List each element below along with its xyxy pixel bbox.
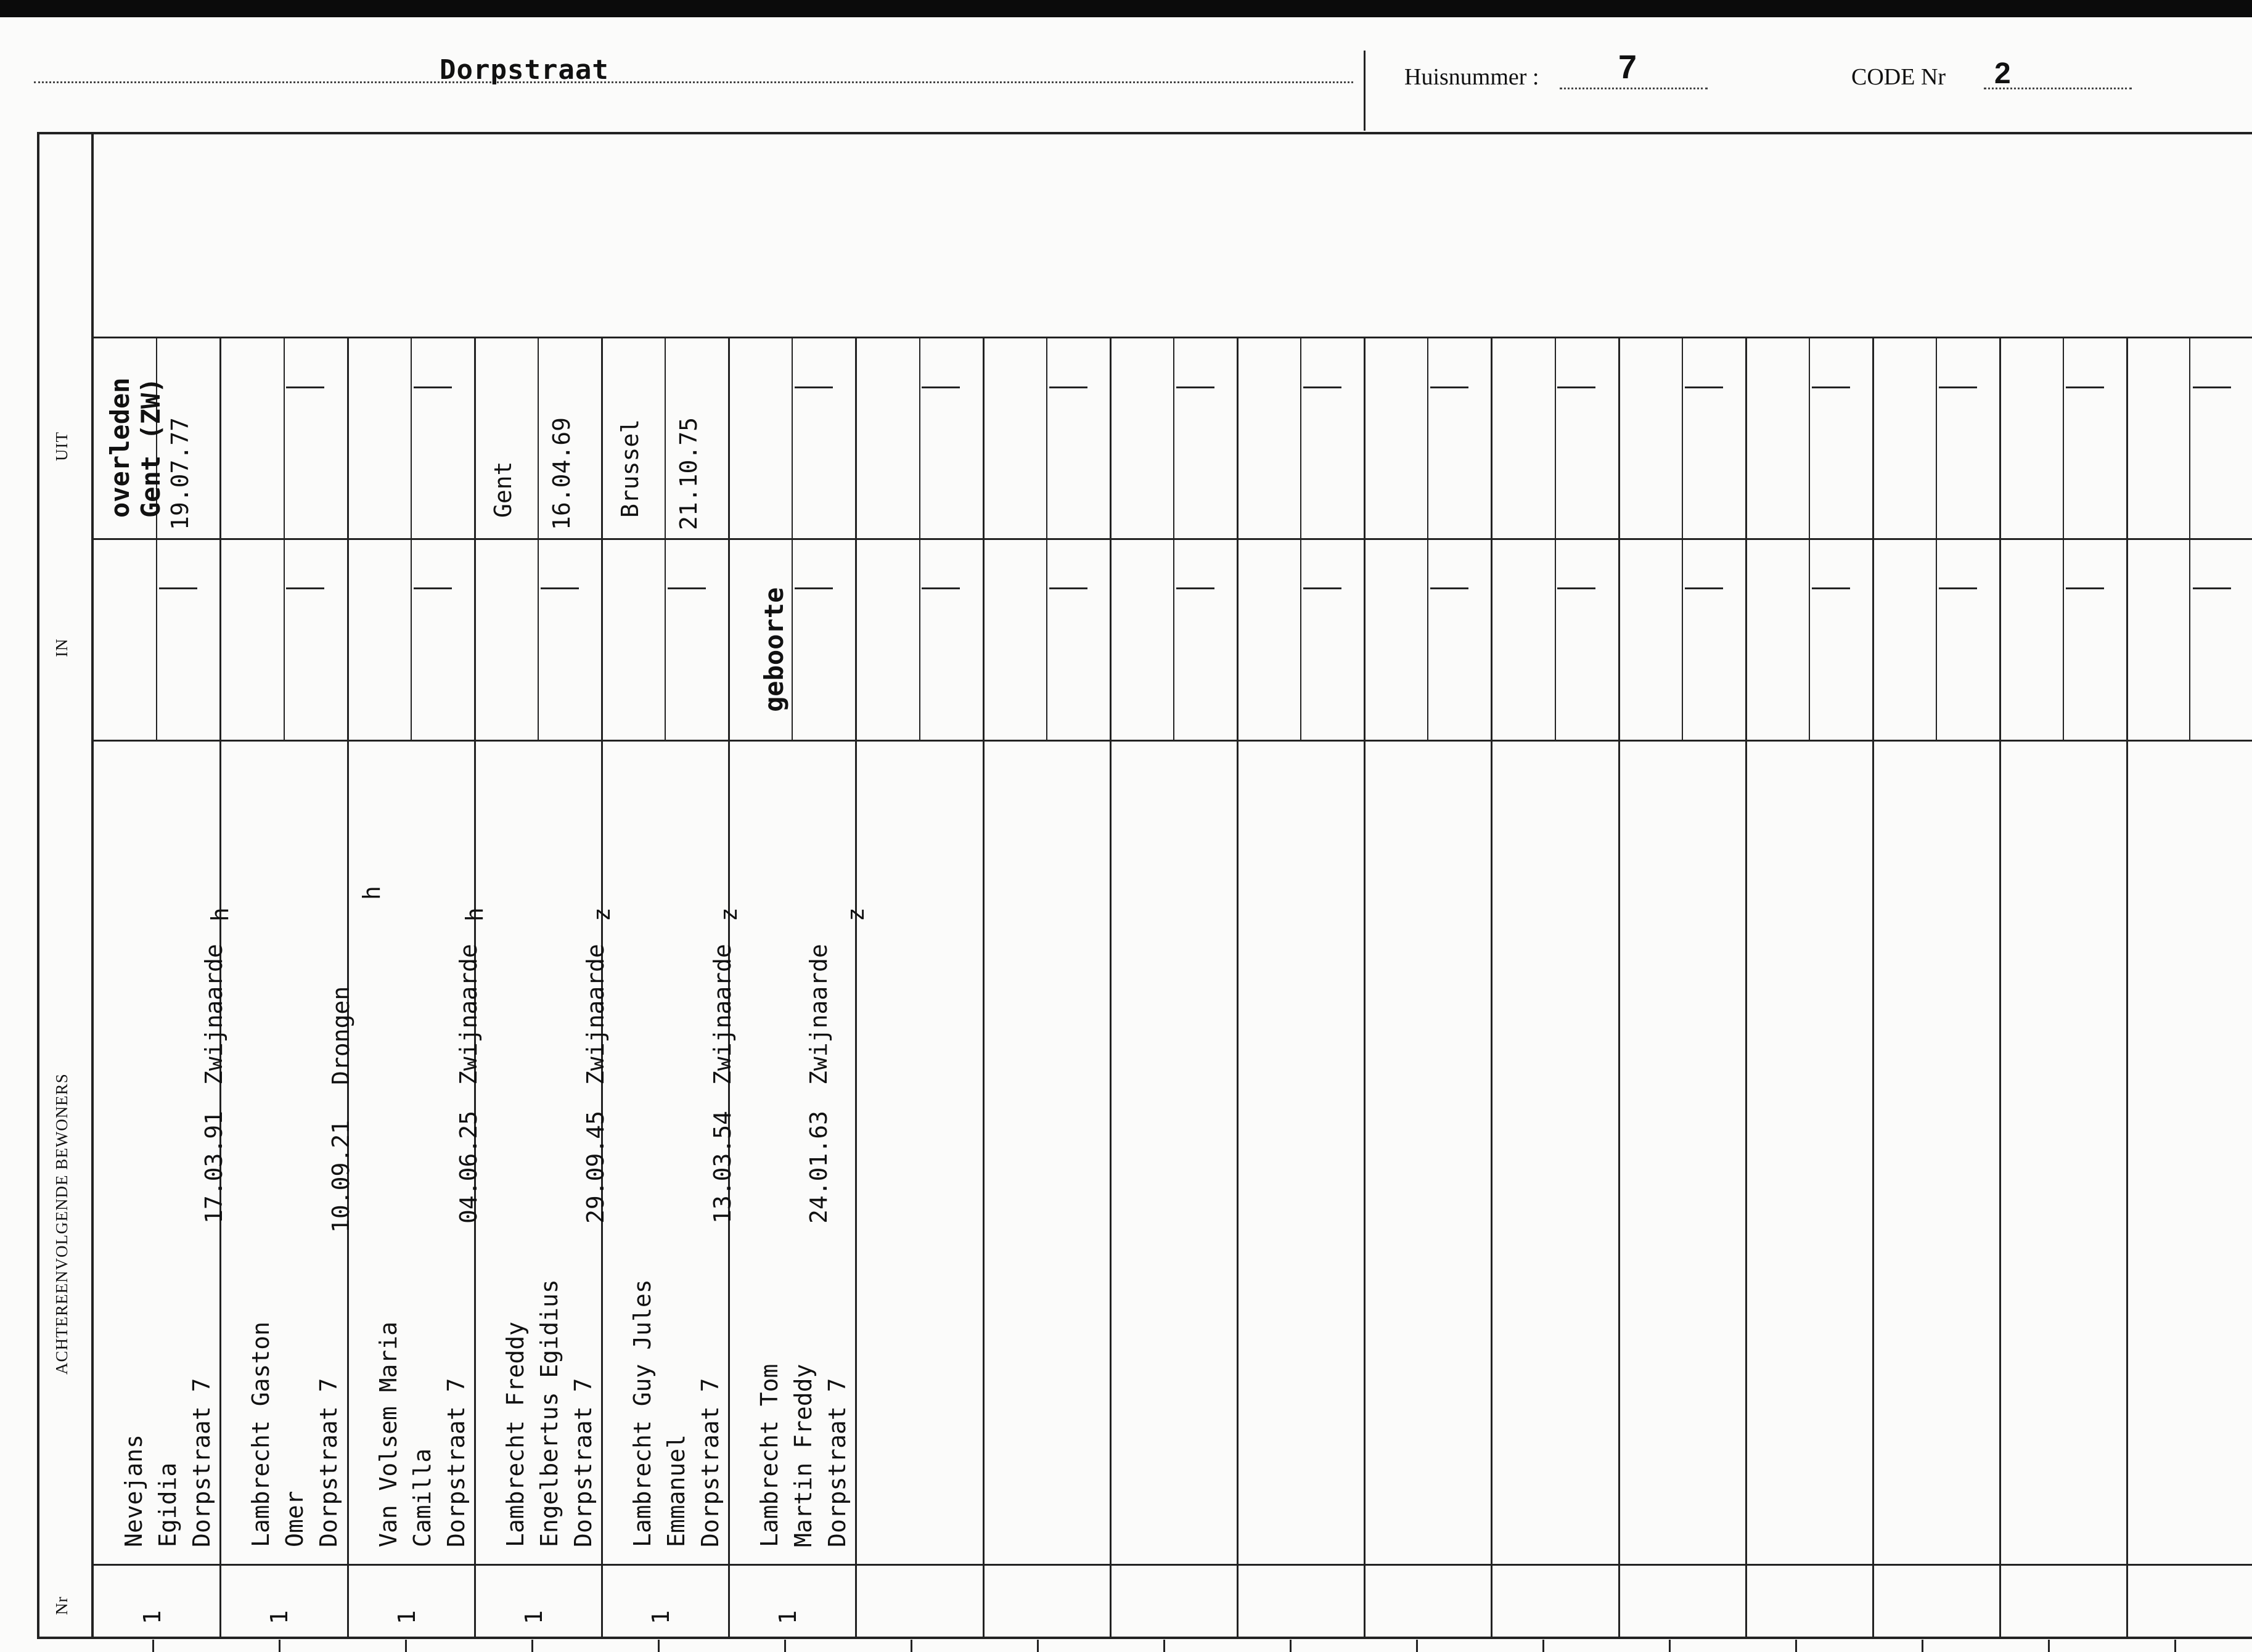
code-number: 2	[1994, 57, 2011, 90]
resident-address: Dorpstraat 7	[824, 1378, 851, 1547]
bottom-tick	[784, 1640, 786, 1652]
in-date-dash	[795, 587, 833, 589]
bottom-tick	[1037, 1640, 1039, 1652]
in-date-dash	[1939, 587, 1977, 589]
code-label: CODE Nr	[1851, 64, 1946, 90]
uit-date-dash	[1303, 386, 1341, 388]
uit-date-dash	[2193, 386, 2231, 388]
bottom-tick	[1669, 1640, 1671, 1652]
uit-section-label: UIT	[52, 431, 71, 461]
uit-date-dash	[1176, 386, 1214, 388]
table-bottom-border	[37, 1637, 2252, 1639]
uit-date-dash	[795, 386, 833, 388]
resident-household-flag: h	[207, 907, 234, 922]
in-date-dash	[1812, 587, 1850, 589]
in-section-label: IN	[52, 638, 71, 657]
in-date-dash	[159, 587, 197, 589]
bottom-tick	[1922, 1640, 1923, 1652]
table-left-border	[37, 132, 39, 1637]
column-divider	[1999, 337, 2001, 1637]
resident-name: Van Volsem Maria	[375, 1321, 402, 1547]
in-subcolumn-divider	[1809, 538, 1810, 740]
column-divider	[1491, 337, 1492, 1637]
uit-subcolumn-divider	[665, 337, 666, 538]
in-subcolumn-divider	[665, 538, 666, 740]
resident-address: Dorpstraat 7	[315, 1378, 342, 1547]
in-date-dash	[286, 587, 324, 589]
resident-birthplace: Zwijnaarde	[455, 944, 482, 1085]
uit-date-dash	[2066, 386, 2104, 388]
resident-number: 1	[139, 1610, 166, 1624]
in-subcolumn-divider	[1936, 538, 1937, 740]
resident-address: Dorpstraat 7	[570, 1378, 597, 1547]
resident-birthplace: Zwijnaarde	[200, 944, 227, 1085]
in-date-dash	[1430, 587, 1468, 589]
uit-subcolumn-divider	[1936, 337, 1937, 538]
in-subcolumn-divider	[1427, 538, 1428, 740]
uit-date: 16.04.69	[548, 417, 575, 530]
resident-name-continued: Martin Freddy	[790, 1364, 817, 1547]
bottom-tick	[1416, 1640, 1418, 1652]
resident-birth-date: 29.09.45	[582, 1110, 609, 1224]
resident-birth-date: 10.09.21	[327, 1119, 354, 1233]
uit-date-dash	[1812, 386, 1850, 388]
column-divider	[1110, 337, 1112, 1637]
uit-subcolumn-divider	[1555, 337, 1556, 538]
uit-subcolumn-divider	[2063, 337, 2064, 538]
uit-date-dash	[922, 386, 960, 388]
resident-name-continued: Egidia	[154, 1462, 181, 1547]
resident-birthplace: Zwijnaarde	[582, 944, 609, 1085]
in-date-dash	[541, 587, 579, 589]
in-date-dash	[922, 587, 960, 589]
resident-name-continued: Engelbertus Egidius	[536, 1279, 563, 1547]
in-row-top-line	[92, 538, 2252, 540]
resident-name: Lambrecht Freddy	[502, 1321, 529, 1547]
in-subcolumn-divider	[411, 538, 412, 740]
label-column-border	[91, 132, 94, 1637]
resident-birthplace: Zwijnaarde	[709, 944, 736, 1085]
header-divider	[1364, 51, 1366, 131]
column-divider	[1872, 337, 1874, 1637]
in-note: geboorte	[759, 587, 789, 712]
bottom-tick	[405, 1640, 407, 1652]
uit-date: 19.07.77	[166, 417, 194, 530]
uit-date-dash	[1557, 386, 1595, 388]
bottom-tick	[1290, 1640, 1292, 1652]
in-date-dash	[1176, 587, 1214, 589]
in-subcolumn-divider	[284, 538, 285, 740]
uit-date: 21.10.75	[675, 417, 702, 530]
residents-section-label: ACHTEREENVOLGENDE BEWONERS	[52, 1073, 71, 1375]
resident-number: 1	[266, 1610, 293, 1624]
bottom-tick	[658, 1640, 660, 1652]
column-divider	[983, 337, 985, 1637]
resident-birth-date: 24.01.63	[805, 1110, 832, 1224]
uit-subcolumn-divider	[792, 337, 793, 538]
resident-number: 1	[520, 1610, 547, 1624]
in-date-dash	[414, 587, 452, 589]
bottom-tick	[152, 1640, 154, 1652]
in-date-dash	[1303, 587, 1341, 589]
resident-address: Dorpstraat 7	[188, 1378, 215, 1547]
in-subcolumn-divider	[156, 538, 157, 740]
in-date-dash	[1557, 587, 1595, 589]
uit-subcolumn-divider	[1046, 337, 1047, 538]
column-divider	[2126, 337, 2128, 1637]
resident-name: Nevejans	[120, 1434, 147, 1547]
uit-note: Brussel	[616, 419, 644, 518]
column-divider	[1618, 337, 1620, 1637]
resident-household-flag: h	[461, 907, 488, 922]
resident-household-flag: z	[588, 907, 615, 922]
in-subcolumn-divider	[1682, 538, 1683, 740]
column-divider	[1237, 337, 1239, 1637]
column-divider	[1745, 337, 1747, 1637]
in-subcolumn-divider	[1555, 538, 1556, 740]
resident-name-continued: Camilla	[409, 1448, 436, 1547]
uit-subcolumn-divider	[538, 337, 539, 538]
resident-number: 1	[647, 1610, 674, 1624]
house-number-label: Huisnummer :	[1404, 64, 1539, 90]
uit-subcolumn-divider	[1173, 337, 1174, 538]
resident-birth-date: 04.06.25	[455, 1110, 482, 1224]
bottom-tick	[2048, 1640, 2050, 1652]
uit-date-dash	[1430, 386, 1468, 388]
uit-subcolumn-divider	[2189, 337, 2190, 538]
resident-household-flag: z	[715, 907, 742, 922]
residents-row-top-line	[92, 740, 2252, 742]
in-subcolumn-divider	[1046, 538, 1047, 740]
resident-name: Lambrecht Guy Jules	[629, 1279, 656, 1547]
in-subcolumn-divider	[919, 538, 920, 740]
resident-birthplace: Drongen	[327, 986, 354, 1085]
resident-household-flag: z	[842, 907, 869, 922]
uit-subcolumn-divider	[284, 337, 285, 538]
bottom-tick	[1542, 1640, 1544, 1652]
top-border	[0, 0, 2252, 17]
in-date-dash	[2066, 587, 2104, 589]
nr-section-label: Nr	[52, 1596, 71, 1615]
in-subcolumn-divider	[792, 538, 793, 740]
uit-subcolumn-divider	[1809, 337, 1810, 538]
resident-number: 1	[774, 1610, 801, 1624]
resident-address: Dorpstraat 7	[443, 1378, 470, 1547]
resident-name: Lambrecht Gaston	[247, 1321, 274, 1547]
uit-date-dash	[1049, 386, 1087, 388]
uit-date-dash	[286, 386, 324, 388]
bottom-tick	[279, 1640, 280, 1652]
bottom-tick	[1163, 1640, 1165, 1652]
uit-date-dash	[1685, 386, 1723, 388]
column-divider	[1364, 337, 1366, 1637]
resident-name: Lambrecht Tom	[756, 1364, 783, 1547]
column-divider	[855, 337, 857, 1637]
uit-date-dash	[1939, 386, 1977, 388]
resident-household-flag: h	[358, 886, 385, 900]
resident-birth-date: 13.03.54	[709, 1110, 736, 1224]
resident-number: 1	[393, 1610, 420, 1624]
uit-date-dash	[414, 386, 452, 388]
nr-row-top-line	[92, 1564, 2252, 1566]
street-dotted-line	[34, 81, 1353, 83]
resident-name-continued: Omer	[281, 1490, 308, 1547]
bottom-tick	[531, 1640, 533, 1652]
uit-row-top-line	[92, 337, 2252, 338]
in-date-dash	[1049, 587, 1087, 589]
street-name: Dorpstraat	[440, 54, 609, 86]
house-number-dotted-line	[1560, 88, 1708, 89]
uit-note: overleden Gent (ZW)	[105, 377, 166, 518]
resident-birth-date: 17.03.91	[200, 1110, 227, 1224]
bottom-tick	[2174, 1640, 2176, 1652]
resident-birthplace: Zwijnaarde	[805, 944, 832, 1085]
resident-address: Dorpstraat 7	[697, 1378, 724, 1547]
uit-subcolumn-divider	[411, 337, 412, 538]
uit-subcolumn-divider	[1300, 337, 1301, 538]
in-subcolumn-divider	[1173, 538, 1174, 740]
in-subcolumn-divider	[2063, 538, 2064, 740]
in-date-dash	[1685, 587, 1723, 589]
in-date-dash	[2193, 587, 2231, 589]
house-number: 7	[1618, 49, 1637, 86]
in-subcolumn-divider	[2189, 538, 2190, 740]
in-subcolumn-divider	[1300, 538, 1301, 740]
uit-note: Gent	[489, 461, 517, 518]
uit-subcolumn-divider	[1427, 337, 1428, 538]
uit-subcolumn-divider	[1682, 337, 1683, 538]
in-date-dash	[668, 587, 706, 589]
bottom-tick	[1795, 1640, 1797, 1652]
table-top-border	[37, 132, 2252, 134]
bottom-tick	[911, 1640, 912, 1652]
uit-subcolumn-divider	[919, 337, 920, 538]
in-subcolumn-divider	[538, 538, 539, 740]
resident-name-continued: Emmanuel	[663, 1434, 690, 1547]
